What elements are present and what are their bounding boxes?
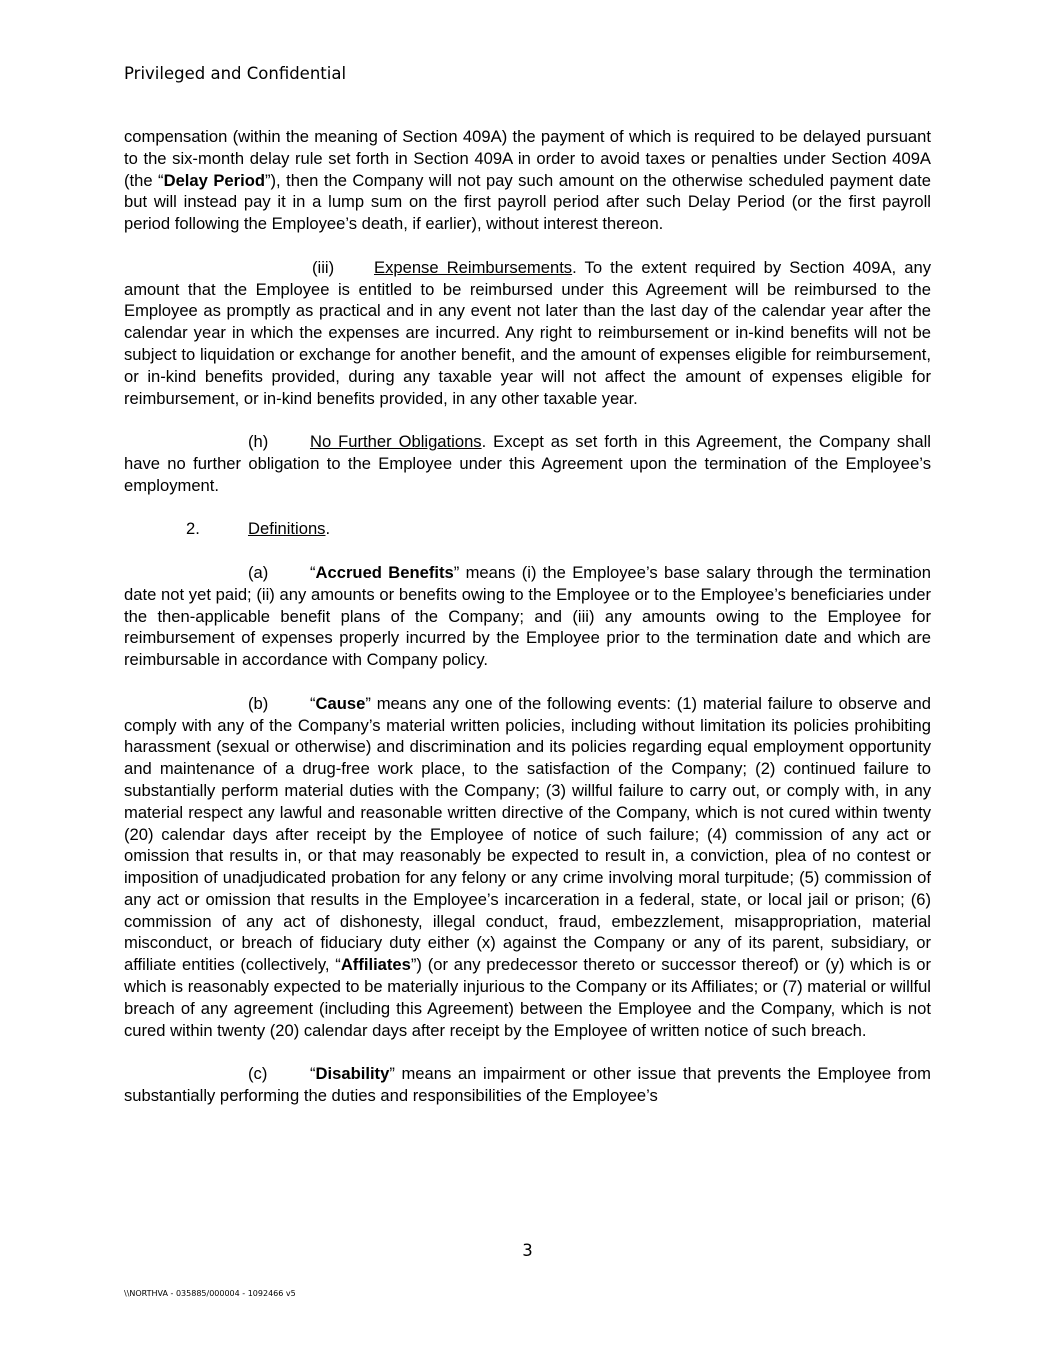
- definition-text: ”) (or any predecessor thereto or successor thereof) or (y) which is or which is reasonably expected to be materially injurious to the Company or its Affiliates; or (7) material or willful breach of any agreement (including this Agreement) between the Employee and the Company, which is not cured within twenty (20) calendar days after receipt by the Employee of written notice of such breach.: [124, 955, 931, 1040]
- section-label: (c): [248, 1064, 268, 1084]
- paragraph-text: ”), then the Company will not pay such amount on the otherwise scheduled payment date but will instead pay it in a lump sum on the first payroll period after such Delay Period (or the first payroll period following the Employee’s death, if earlier), without interest thereon.: [124, 170, 931, 234]
- section-label: (h): [248, 432, 269, 452]
- open-quote: “: [310, 693, 316, 713]
- definition-text: ” means an impairment or other issue that prevents the Employee from substantially performing the duties and responsibilities of the Employee’s: [124, 1064, 931, 1106]
- section-no-further-obligations: [124, 431, 931, 496]
- defined-term: Delay Period: [163, 170, 265, 190]
- definition-cause: [124, 693, 931, 1042]
- defined-term: Cause: [315, 693, 366, 713]
- section-text: . Except as set forth in this Agreement, the Company shall have no further obligation to the Employee under this Agreement upon the termination of the Employee’s employment.: [124, 432, 931, 495]
- section-title: No Further Obligations: [310, 432, 482, 452]
- defined-term: Accrued Benefits: [315, 562, 454, 582]
- definition-text: ” means (i) the Employee’s base salary through the termination date not yet paid; (ii) any amounts or benefits owing to the Employee or to the Employee’s beneficiaries under the then-applicable benefit plans of the Company; and (iii) any amounts owing to the Employee for reimbursement of expenses properly incurred by the Employee prior to the termination date and which are reimbursable in accordance with Company policy.: [124, 562, 931, 670]
- paragraph-delay-period: [124, 126, 931, 235]
- section-title: Definitions: [248, 519, 326, 539]
- section-period: .: [325, 519, 331, 539]
- open-quote: “: [310, 562, 316, 582]
- section-number: 2.: [186, 519, 200, 539]
- section-label: (b): [248, 693, 269, 713]
- open-quote: “: [310, 1064, 316, 1084]
- document-body: [124, 126, 931, 1129]
- section-text: . To the extent required by Section 409A, any amount that the Employee is entitled to be reimbursed under this Agreement will be reimbursed to the Employee as promptly as practical and in any event not later than the last day of the calendar year after the calendar year in which the expenses are incurred. Any right to reimbursement or in-kind benefits will not be subject to liquidation or exchange for another benefit, and the amount of expenses eligible for reimbursement, or in-kind benefits provided, during any taxable year will not affect the amount of expenses eligible for reimbursement, or in-kind benefits provided, in any other taxable year.: [124, 257, 931, 408]
- section-label: (a): [248, 562, 269, 582]
- defined-term: Affiliates: [340, 955, 411, 975]
- document-footer: \\NORTHVA - 035885/000004 - 1092466 v5: [124, 1289, 296, 1298]
- paragraph-text: compensation (within the meaning of Section 409A) the payment of which is required to be delayed pursuant to the six-month delay rule set forth in Section 409A in order to avoid taxes or penalties under Section 409A (the “: [124, 127, 931, 190]
- section-definitions-heading: [124, 518, 931, 540]
- page-header: Privileged and Confidential: [124, 64, 347, 83]
- page-number: 3: [522, 1241, 533, 1260]
- definition-accrued-benefits: [124, 562, 931, 671]
- definition-text: ” means any one of the following events: (1) material failure to observe and comply with any of the Company’s material written policies, including without limitation its policies prohibiting harassment (sexual or otherwise) and discrimination and its policies regarding equal employment opportunity and maintenance of a drug-free work place, to the satisfaction of the Company; (2) continued failure to substantially perform material duties with the Company; (3) willful failure to carry out, or comply with, in any material respect any lawful and reasonable written directive of the Company, which is not cured within twenty (20) calendar days after receipt by the Employee of notice of such failure; (4) commission of any act or omission that results in, or that may reasonably be expected to result in, a conviction, plea of no contest or imposition of unadjudicated probation for any felony or any crime involving moral turpitude; (5) commission of any act or omission that results in the Employee’s incarceration in a federal, state, or local jail or prison; (6) commission of any act of dishonesty, illegal conduct, fraud, embezzlement, misappropriation, material misconduct, or breach of fiduciary duty either (x) against the Company or any of its parent, subsidiary, or affiliate entities (collectively, “: [124, 693, 931, 975]
- defined-term: Disability: [315, 1064, 390, 1084]
- section-label: (iii): [312, 257, 335, 277]
- section-title: Expense Reimbursements: [374, 257, 573, 277]
- section-expense-reimbursements: [124, 257, 931, 410]
- definition-disability: [124, 1063, 931, 1107]
